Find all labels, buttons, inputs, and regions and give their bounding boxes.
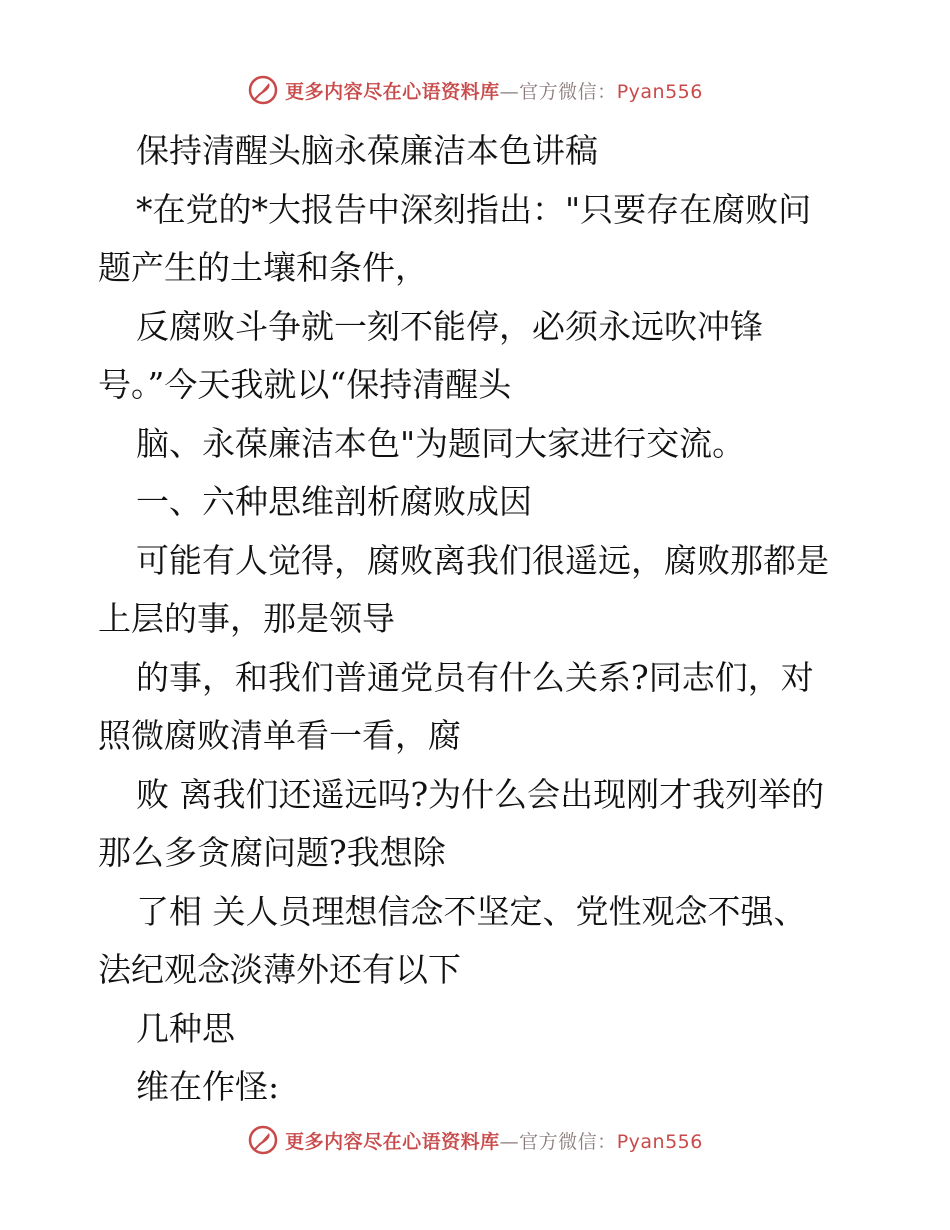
paragraph-line: 那么多贪腐问题?我想除	[98, 833, 446, 872]
paragraph-line: 反腐败斗争就一刻不能停，必须永远吹冲锋	[136, 306, 763, 346]
paragraph-line: 上层的事，那是领导	[98, 599, 395, 638]
paragraph-line: 脑、永葆廉洁本色"为题同大家进行交流。	[136, 423, 746, 463]
paragraph-line: 照微腐败清单看一看，腐	[98, 716, 461, 755]
feather-logo-icon	[247, 1124, 279, 1156]
paragraph-line: 维在作怪:	[136, 1067, 280, 1106]
paragraph-line: 法纪观念淡薄外还有以下	[98, 950, 461, 989]
paragraph-line: 可能有人觉得，腐败离我们很遥远，腐败那都是	[136, 540, 829, 580]
document-body	[98, 122, 868, 1117]
header-watermark	[0, 70, 950, 110]
watermark-text: 更多内容尽在心语资料库—官方微信：Pyan556	[285, 80, 703, 103]
paragraph-line: 几种思	[136, 1008, 235, 1048]
section-heading: 一、六种思维剖析腐败成因	[136, 482, 532, 521]
document-title: 保持清醒头脑永葆廉洁本色讲稿	[136, 131, 598, 170]
paragraph-line: 败 离我们还遥远吗?为什么会出现刚才我列举的	[136, 774, 825, 814]
paragraph-line: *在党的*大报告中深刻指出："只要存在腐败问	[136, 189, 812, 229]
paragraph-line: 题产生的土壤和条件，	[98, 248, 428, 287]
paragraph-line: 号。”今天我就以“保持清醒头	[98, 365, 512, 404]
feather-logo-icon	[247, 74, 279, 106]
paragraph-line: 了相 关人员理想信念不坚定、党性观念不强、	[136, 891, 807, 931]
watermark-text: 更多内容尽在心语资料库—官方微信：Pyan556	[285, 1130, 703, 1153]
paragraph-line: 的事，和我们普通党员有什么关系?同志们，对	[136, 657, 814, 697]
footer-watermark	[0, 1120, 950, 1160]
